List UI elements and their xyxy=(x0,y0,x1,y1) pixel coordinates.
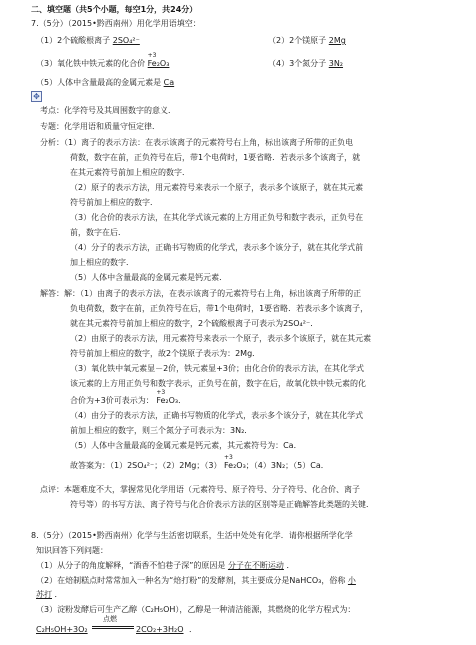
solution-line-3: 就在其元素符号前加上相应的数字，2个硫酸根离子可表示为2SO₄²⁻． xyxy=(70,319,319,328)
equation-condition: 点燃 xyxy=(103,615,117,623)
answer-summary-formula-wrap xyxy=(224,454,329,471)
q8-item-2-answer-line2: 苏打 xyxy=(36,590,52,599)
solution-valence-formula-wrap xyxy=(156,389,187,406)
analysis-line-10: （5）人体中含量最高的金属元素是钙元素． xyxy=(70,273,228,282)
q8-item-2-answer-tail: 小 xyxy=(347,576,356,585)
q7-item-2 xyxy=(268,36,346,46)
comment-line-2: 符号等）的书写方法、离子符号与化合价表示方法的区别等是正确解答此类题的关键． xyxy=(70,500,374,509)
section-heading: 二、填空题（共5个小题，每空1分，共24分） xyxy=(31,5,198,14)
q7-item-4-prefix: （4）3个氮分子 xyxy=(268,59,327,68)
solution-valence-line xyxy=(70,389,187,406)
analysis-line-8: （4）分子的表示方法，正确书写物质的化学式，表示多个该分子，就在其化学式前 xyxy=(70,243,364,252)
solution-line-5: 符号前加上相应的数字，故2个镁原子表示为：2Mg． xyxy=(70,349,261,358)
zhuanti-line: 专题：化学用语和质量守恒定律． xyxy=(40,122,160,131)
q8-item-2-line2 xyxy=(36,590,63,600)
equation-left: C₂H₅OH+3O₂ xyxy=(36,625,88,634)
q7-item-3-formula-wrap xyxy=(147,52,170,69)
equation-end: ． xyxy=(189,625,197,634)
solution-line-8: （4）由分子的表示方法，正确书写物质的化学式，表示多个该分子，就在其化学式 xyxy=(70,411,364,420)
solution-line-1: 解答：解：（1）由离子的表示方法，在表示该离子的元素符号右上角，标出该离子所带的正 xyxy=(40,289,362,298)
answer-summary-prefix: 故答案为：（1）2SO₄²⁻；（2）2Mg；（3） xyxy=(70,461,222,470)
answer-summary-formula: Fe₂O₃；（4）3N₂；（5）Ca． xyxy=(224,461,329,470)
q7-stem: 7.（5分）（2015•黔西南州）用化学用语填空： xyxy=(31,19,201,28)
q8-item-2-suffix: ． xyxy=(54,590,63,599)
analysis-line-1: 分析：（1）离子的表示方法：在表示该离子的元素符号右上角，标出该离子所带的正负电 xyxy=(40,138,354,147)
q7-item-4-answer: 3N₂ xyxy=(328,59,344,68)
q7-item-1-answer: 2SO₄²⁻ xyxy=(112,36,140,45)
equation-arrow-second-bar xyxy=(92,628,134,629)
comment-line-1: 点评：本题难度不大，掌握常见化学用语（元素符号、原子符号、分子符号、化合价、离子 xyxy=(40,485,360,494)
q7-item-1-prefix: （1）2个硫酸根离子 xyxy=(36,36,111,45)
analysis-line-2: 荷数，数字在前，正负符号在后，带1个电荷时，1要省略．若表示多个该离子，就 xyxy=(70,153,361,162)
q7-item-4 xyxy=(268,59,343,69)
q8-item-1-answer: 分子在不断运动 xyxy=(227,561,284,570)
q8-item-2-prefix: （2）在焙制糕点时常常加入一种名为“焙打粉”的发酵剂，其主要成分是NaHCO₃，俗称 xyxy=(36,576,346,585)
analysis-line-9: 加上相应的数字． xyxy=(70,258,134,267)
solution-line-4: （2）由原子的表示方法，用元素符号来表示一个原子，表示多个该原子，就在其元素 xyxy=(70,334,372,343)
q7-item-3-prefix: （3）氧化铁中铁元素的化合价 xyxy=(36,59,146,68)
analysis-line-7: 前，数字在后． xyxy=(70,228,126,237)
move-handle-icon[interactable]: ✥ xyxy=(31,91,42,102)
answer-summary-line xyxy=(70,454,329,471)
q7-item-2-prefix: （2）2个镁原子 xyxy=(268,36,327,45)
solution-line-2: 负电荷数，数字在前，正负符号在后，带1个电荷时，1要省略．若表示多个该离子， xyxy=(70,304,369,313)
q7-item-2-answer: 2Mg xyxy=(328,36,346,45)
q7-item-1 xyxy=(36,36,140,46)
q7-item-5-answer: Ca xyxy=(163,78,175,87)
solution-valence-prefix: 合价为+3价可表示为： xyxy=(70,396,154,405)
equation-arrow xyxy=(92,626,134,627)
q7-item-3-answer: Fe₂O₃ xyxy=(147,59,170,68)
q8-item-3: （3）淀粉发酵后可生产乙醇（C₂H₅OH），乙醇是一种清洁能源，其燃烧的化学方程式为： xyxy=(36,605,356,614)
q8-item-1-prefix: （1）从分子的角度解释，“酒香不怕巷子深”的原因是 xyxy=(36,561,226,570)
analysis-line-4: （2）原子的表示方法，用元素符号来表示一个原子，表示多个该原子，就在其元素 xyxy=(70,183,364,192)
equation-right: 2CO₂+3H₂O xyxy=(136,625,184,634)
kaodian-line: 考点：化学符号及其周围数字的意义． xyxy=(40,106,176,115)
solution-line-9: 前加上相应的数字，则三个氮分子可表示为：3N₂． xyxy=(70,426,253,435)
analysis-line-6: （3）化合价的表示方法，在其化学式该元素的上方用正负号和数字表示，正负号在 xyxy=(70,213,364,222)
q8-item-2 xyxy=(36,576,356,586)
q7-item-5-prefix: （5）人体中含量最高的金属元素是 xyxy=(36,78,162,87)
solution-valence-sup: +3 xyxy=(156,389,166,396)
analysis-line-3: 在其元素符号前加上相应的数字． xyxy=(70,168,190,177)
solution-valence-formula: Fe₂O₃． xyxy=(156,396,187,405)
solution-line-7: 该元素的上方用正负号和数字表示，正负号在前，数字在后，故氧化铁中铁元素的化 xyxy=(70,379,366,388)
q8-stem-2: 知识回答下列问题： xyxy=(36,546,108,555)
q8-stem-1: 8.（5分）（2015•黔西南州）化学与生活密切联系，生活中处处有化学．请你根据所学化学 xyxy=(31,531,353,540)
q8-item-1 xyxy=(36,561,294,571)
solution-line-10: （5）人体中含量最高的金属元素是钙元素，其元素符号为：Ca． xyxy=(70,441,302,450)
answer-summary-sup: +3 xyxy=(224,454,233,461)
q7-item-5 xyxy=(36,78,174,88)
solution-line-6: （3）氧化铁中氧元素显－2价，铁元素显+3价；由化合价的表示方法，在其化学式 xyxy=(70,364,364,373)
q7-item-3 xyxy=(36,52,170,69)
analysis-line-5: 符号前加上相应的数字． xyxy=(70,198,158,207)
q8-item-1-suffix: ． xyxy=(286,561,295,570)
q7-item-3-valence: +3 xyxy=(147,52,157,59)
